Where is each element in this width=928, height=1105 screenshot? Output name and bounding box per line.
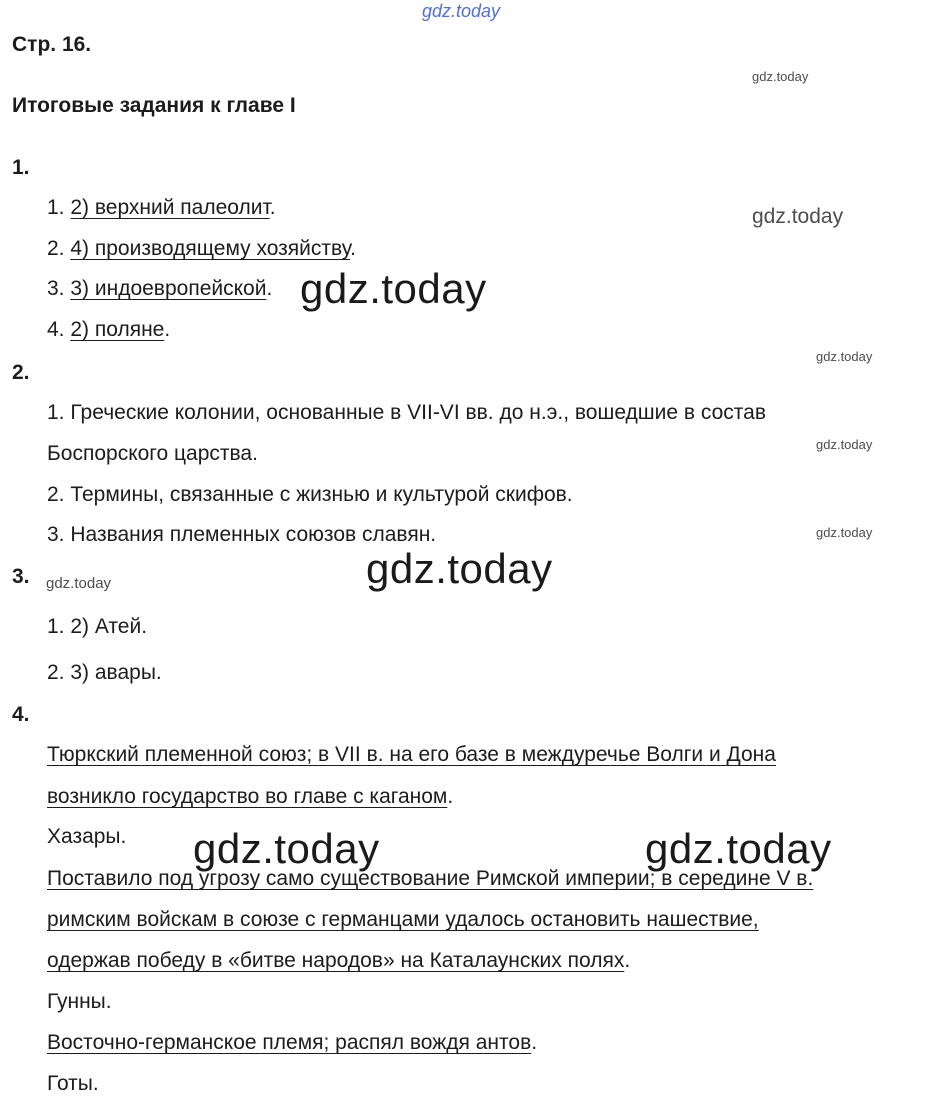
definition-line [47,1031,537,1055]
item-number: 3. [47,277,71,300]
period: . [350,237,356,260]
definition-text: одержав победу в «битве народов» на Каталаунских полях [47,949,625,972]
answer-text: 3) индоевропейской [70,277,267,300]
watermark-small: gdz.today [46,575,112,592]
watermark-small: gdz.today [752,69,809,84]
answer-line [47,196,276,220]
definition-line: Поставило под угрозу само существование Римской империи; в середине V в. [47,867,814,890]
definition-text: Восточно-германское племя; распял вождя антов [47,1031,532,1054]
period: . [269,196,276,219]
definition-text: возникло государство во главе с каганом [47,785,448,808]
definition-line [47,949,630,973]
task-number: 4. [12,703,30,726]
item-number: 1. [47,196,71,219]
answer-text: 4) производящему хозяйству [70,237,351,260]
watermark-large: gdz.today [193,825,380,872]
watermark-top: gdz.today [422,1,501,21]
answer-line: 1. 2) Атей. [47,615,148,638]
answer-line: Хазары. [47,825,127,848]
item-number: 4. [47,318,71,341]
task-number: 2. [12,361,30,384]
period: . [164,318,171,341]
answer-line [47,277,272,301]
watermark-large: gdz.today [645,825,832,872]
watermark-medium: gdz.today [752,205,844,228]
period: . [624,949,631,972]
watermark-small: gdz.today [816,525,873,540]
task-number: 1. [12,156,30,179]
watermark-large: gdz.today [366,545,553,592]
definition-line: Тюркский племенной союз; в VII в. на его базе в междуречье Волги и Дона [47,743,776,766]
page-title: Стр. 16. [12,33,92,56]
answer-line: 3. Названия племенных союзов славян. [47,523,437,546]
definition-line: римским войскам в союзе с германцами удалось остановить нашествие, [47,908,759,931]
item-number: 2. [47,237,71,260]
answer-text: 2) верхний палеолит [70,196,270,219]
answer-text: 2) поляне [70,318,165,341]
period: . [266,277,273,300]
answer-line: 1. Греческие колонии, основанные в VII-VI вв. до н.э., вошедшие в состав [47,401,767,424]
watermark-large: gdz.today [300,265,487,312]
watermark-small: gdz.today [816,349,873,364]
watermark-small: gdz.today [816,437,873,452]
section-title: Итоговые задания к главе I [12,94,296,117]
period: . [447,785,454,808]
answer-line [47,318,170,342]
answer-line [47,237,356,261]
answer-line: Гунны. [47,990,112,1013]
answer-line: 2. 3) авары. [47,661,162,684]
period: . [531,1031,538,1054]
answer-line: Боспорского царства. [47,442,258,465]
task-number: 3. [12,565,30,588]
definition-line [47,785,453,809]
answer-line: 2. Термины, связанные с жизнью и культурой скифов. [47,483,573,506]
answer-line: Готы. [47,1072,99,1095]
